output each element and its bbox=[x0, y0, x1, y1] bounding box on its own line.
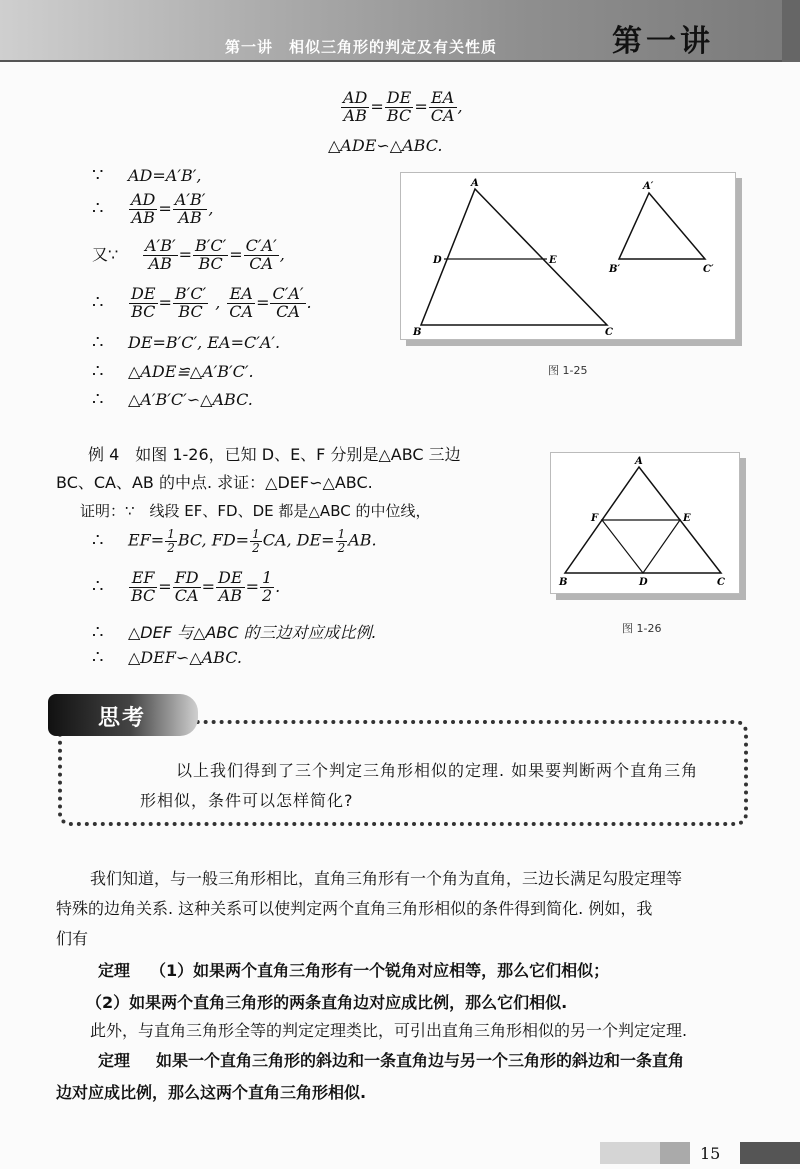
proof-line-1: $\frac{AD}{AB}$ = $\frac{DE}{BC}$ = $\frac{EA}{CA}$ , bbox=[343, 88, 463, 125]
label-C-prime: C′ bbox=[703, 264, 714, 275]
proof-line-6: ∴ $\frac{DE}{BC}$ = $\frac{B'C'}{BC}$ , $\frac{EA}{CA}$ = $\frac{C'A'}{CA}$ . bbox=[92, 284, 312, 321]
proof-line-4: ∴ $\frac{AD}{AB}$ = $\frac{A'B'}{AB}$ , bbox=[92, 190, 214, 227]
figure-1-25-diagram bbox=[401, 173, 737, 341]
paragraph-1-line-2: 特殊的边角关系. 这种关系可以使判定两个直角三角形相似的条件得到简化. 例如，我 bbox=[56, 899, 653, 918]
header-edge-tab bbox=[782, 0, 800, 62]
theorem-1-line-2: （2）如果两个直角三角形的两条直角边对应成比例，那么它们相似. bbox=[86, 993, 568, 1012]
proof-line-5: 又∵ $\frac{A'B'}{AB}$ = $\frac{B'C'}{BC}$ = $\frac{C'A'}{CA}$ , bbox=[92, 236, 285, 273]
think-line-2: 形相似，条件可以怎样简化? bbox=[140, 791, 354, 810]
theorem-2-label: 定理 bbox=[98, 1051, 131, 1070]
theorem-1-line-1: （1）如果两个直角三角形有一个锐角对应相等，那么它们相似； bbox=[150, 961, 610, 980]
proof-line-9: ∴ △A′B′C′∽△ABC. bbox=[92, 389, 253, 410]
label-E: E bbox=[549, 255, 557, 266]
label-B: B bbox=[413, 327, 422, 338]
label-D: D bbox=[639, 577, 648, 588]
label-B-prime: B′ bbox=[609, 264, 621, 275]
theorem-2-line-2: 边对应成比例，那么这两个直角三角形相似. bbox=[56, 1083, 367, 1102]
proof-line-7: ∴ DE=B′C′, EA=C′A′. bbox=[92, 332, 281, 353]
example-4-line-4: ∴ EF= $\frac{1}{2}$ BC, FD= $\frac{1}{2}$ CA, DE= $\frac{1}{2}$ AB. bbox=[92, 527, 377, 555]
example-4-line-2: BC、CA、AB 的中点. 求证：△DEF∽△ABC. bbox=[56, 473, 373, 492]
figure-1-25-caption: 图 1-25 bbox=[548, 364, 588, 377]
label-A-prime: A′ bbox=[643, 181, 654, 192]
proof-line-8: ∴ △ADE≌△A′B′C′. bbox=[92, 361, 254, 382]
label-A: A bbox=[471, 178, 479, 189]
footer-stripe-1 bbox=[600, 1142, 660, 1164]
figure-1-26-diagram bbox=[551, 453, 741, 595]
chapter-mark: 第一讲 bbox=[612, 24, 714, 59]
paragraph-2: 此外，与直角三角形全等的判定定理类比，可引出直角三角形相似的另一个判定定理. bbox=[90, 1021, 688, 1040]
label-C: C bbox=[605, 327, 613, 338]
theorem-2-line-1: 如果一个直角三角形的斜边和一条直角边与另一个三角形的斜边和一条直角 bbox=[156, 1051, 685, 1070]
example-4-line-1: 例 4 如图 1-26，已知 D、E、F 分别是△ABC 三边 bbox=[88, 445, 461, 464]
figure-1-26-caption: 图 1-26 bbox=[622, 622, 662, 635]
paragraph-1-line-3: 们有 bbox=[56, 929, 89, 948]
label-C: C bbox=[717, 577, 725, 588]
label-D: D bbox=[433, 255, 442, 266]
triangle-def bbox=[602, 520, 680, 573]
label-B: B bbox=[559, 577, 568, 588]
proof-line-2: △ADE∽△ABC. bbox=[328, 136, 443, 155]
chapter-title: 第一讲 相似三角形的判定及有关性质 bbox=[225, 38, 498, 56]
example-4-line-7: ∴ △DEF∽△ABC. bbox=[92, 647, 242, 668]
example-4-line-6: ∴ △DEF 与△ABC 的三边对应成比例. bbox=[92, 622, 377, 643]
theorem-1-label: 定理 bbox=[98, 961, 131, 980]
figure-1-25 bbox=[400, 172, 736, 340]
triangle-abc bbox=[421, 189, 607, 325]
triangle-a2b2c2 bbox=[619, 193, 705, 259]
proof-line-3: ∵ AD=A′B′, bbox=[92, 165, 202, 186]
footer-stripe-3 bbox=[740, 1142, 800, 1164]
example-4-line-3: 证明：∵ 线段 EF、FD、DE 都是△ABC 的中位线， bbox=[80, 502, 431, 520]
label-F: F bbox=[591, 513, 599, 524]
footer-stripe-2 bbox=[660, 1142, 690, 1164]
think-label: 思考 bbox=[98, 706, 147, 731]
label-E: E bbox=[683, 513, 691, 524]
think-line-1: 以上我们得到了三个判定三角形相似的定理. 如果要判断两个直角三角 bbox=[176, 761, 699, 780]
example-4-line-5: ∴ $\frac{EF}{BC}$ = $\frac{FD}{CA}$ = $\frac{DE}{AB}$ = $\frac{1}{2}$ . bbox=[92, 568, 281, 605]
figure-1-26 bbox=[550, 452, 740, 594]
label-A: A bbox=[635, 456, 643, 467]
page-number: 15 bbox=[700, 1144, 721, 1163]
paragraph-1-line-1: 我们知道，与一般三角形相比，直角三角形有一个角为直角，三边长满足勾股定理等 bbox=[90, 869, 683, 888]
